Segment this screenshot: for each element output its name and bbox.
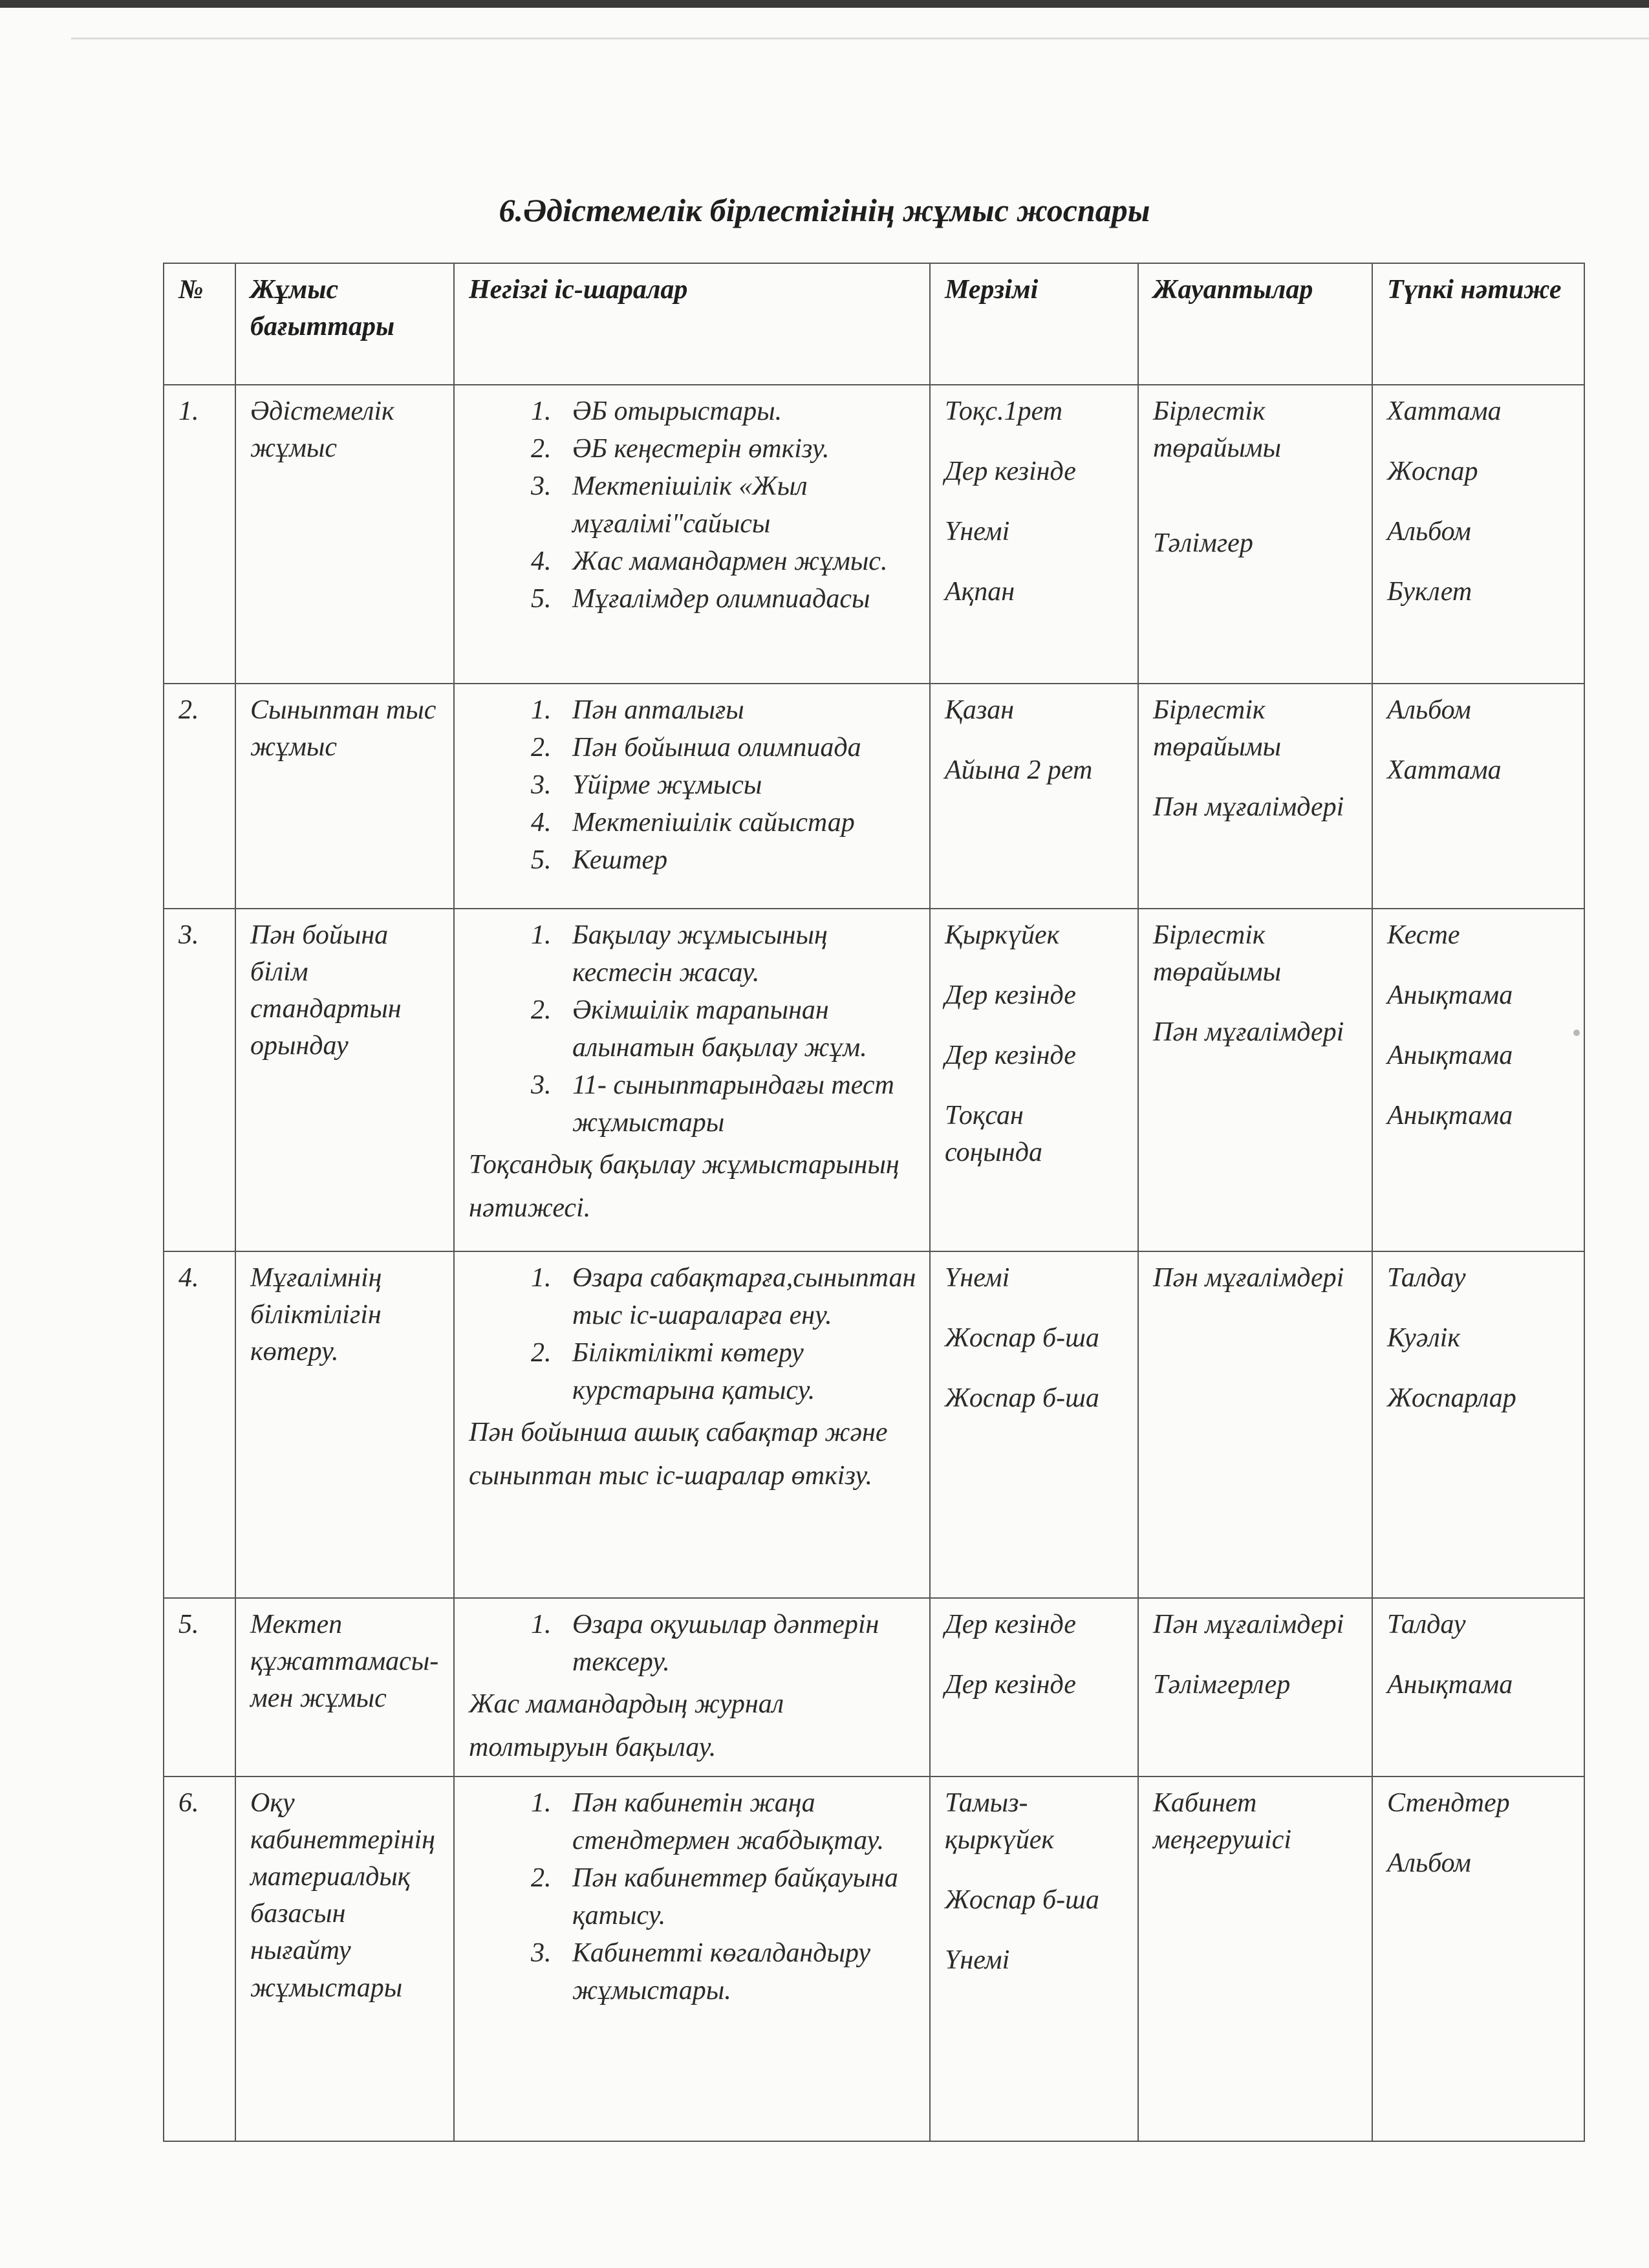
deadline-item: Дер кезінде bbox=[945, 457, 1076, 487]
activity-item: 1. Өзара сабақтарға,сыныптан тыс іс-шараларға ену. bbox=[558, 1260, 919, 1335]
result-item: Анықтама bbox=[1387, 1041, 1513, 1071]
activity-item: 1. Өзара оқушылар дәптерін тексеру. bbox=[558, 1606, 919, 1681]
result-item: Жоспарлар bbox=[1387, 1383, 1516, 1414]
deadline-item: Дер кезінде bbox=[945, 1610, 1076, 1639]
document-title: 6.Әдістемелік бірлестігінің жұмыс жоспары bbox=[499, 192, 1150, 228]
result-item: Стендтер bbox=[1387, 1788, 1510, 1818]
table-header-row bbox=[164, 263, 1584, 385]
deadline-cell bbox=[930, 684, 1138, 909]
scan-line bbox=[71, 38, 1649, 39]
result-item: Куәлік bbox=[1387, 1323, 1460, 1354]
activities-list bbox=[469, 1785, 919, 2010]
header-deadline: Мерзімі bbox=[930, 263, 1138, 385]
result-item: Альбом bbox=[1387, 1848, 1471, 1879]
result-cell bbox=[1372, 684, 1584, 909]
responsible-item: Тәлімгер bbox=[1153, 528, 1253, 559]
activity-item: 3. 11- сыныптарындағы тест жұмыстары bbox=[558, 1067, 919, 1142]
activity-item: 3. Мектепішілік «Жыл мұғалімі"сайысы bbox=[558, 468, 919, 543]
deadline-cell bbox=[930, 1251, 1138, 1598]
deadline-cell bbox=[930, 385, 1138, 684]
activities-cell bbox=[454, 684, 930, 909]
activity-item: 2. Пән кабинеттер байқауына қатысу. bbox=[558, 1860, 919, 1935]
responsible-cell bbox=[1138, 684, 1372, 909]
work-direction: Пән бойына білім стандартын орындау bbox=[235, 909, 454, 1251]
responsible-cell bbox=[1138, 1777, 1372, 2141]
responsible-item: Кабинет меңгерушісі bbox=[1153, 1788, 1292, 1855]
table-row bbox=[164, 1777, 1584, 2141]
responsible-cell bbox=[1138, 385, 1372, 684]
activity-note: Жас мамандардың журнал толтыруын бақылау. bbox=[469, 1689, 784, 1763]
result-item: Анықтама bbox=[1387, 980, 1513, 1011]
activities-cell bbox=[454, 1251, 930, 1598]
activities-list bbox=[469, 1606, 919, 1681]
table-row bbox=[164, 1251, 1584, 1598]
deadline-item: Үнемі bbox=[945, 1945, 1010, 1976]
header-responsible: Жауаптылар bbox=[1138, 263, 1372, 385]
activity-item: 2. Біліктілікті көтеру курстарына қатысу. bbox=[558, 1335, 919, 1410]
result-item: Буклет bbox=[1387, 577, 1472, 607]
activity-item: 1. Пән кабинетін жаңа стендтермен жабдықтау. bbox=[558, 1785, 919, 1860]
result-item: Кесте bbox=[1387, 920, 1460, 950]
activities-cell bbox=[454, 1777, 930, 2141]
work-plan-table bbox=[163, 263, 1585, 2142]
deadline-item: Жоспар б-ша bbox=[945, 1885, 1099, 1916]
header-direction: Жұмыс бағыттары bbox=[235, 263, 454, 385]
header-number: № bbox=[164, 263, 235, 385]
activity-item: 4. Мектепішілік сайыстар bbox=[558, 805, 919, 842]
responsible-item: Бірлестік төрайымы bbox=[1153, 920, 1282, 988]
result-cell bbox=[1372, 1777, 1584, 2141]
responsible-item: Бірлестік төрайымы bbox=[1153, 695, 1282, 762]
activity-item: 1. Пән апталығы bbox=[558, 692, 919, 729]
deadline-cell bbox=[930, 1598, 1138, 1777]
activity-item: 2. Әкімшілік тарапынан алынатын бақылау жұм. bbox=[558, 992, 919, 1067]
deadline-item: Тамыз-қыркүйек bbox=[945, 1788, 1055, 1855]
result-item: Хаттама bbox=[1387, 396, 1502, 426]
activities-list bbox=[469, 692, 919, 880]
activity-item: 3. Үйірме жұмысы bbox=[558, 767, 919, 805]
result-cell bbox=[1372, 1251, 1584, 1598]
activities-cell bbox=[454, 909, 930, 1251]
deadline-item: Жоспар б-ша bbox=[945, 1323, 1099, 1354]
deadline-item: Тоқс.1рет bbox=[945, 396, 1063, 426]
result-cell bbox=[1372, 909, 1584, 1251]
activities-cell bbox=[454, 385, 930, 684]
activity-item: 1. ӘБ отырыстары. bbox=[558, 393, 919, 431]
responsible-item: Бірлестік төрайымы bbox=[1153, 396, 1282, 464]
scan-speck bbox=[1573, 1030, 1580, 1036]
row-number: 6. bbox=[164, 1777, 235, 2141]
activities-list bbox=[469, 917, 919, 1142]
result-item: Анықтама bbox=[1387, 1101, 1513, 1131]
deadline-item: Қазан bbox=[945, 695, 1015, 725]
activity-note: Тоқсандық бақылау жұмыстарының нәтижесі. bbox=[469, 1149, 900, 1223]
responsible-item: Пән мұғалімдері bbox=[1153, 1017, 1344, 1048]
deadline-item: Жоспар б-ша bbox=[945, 1383, 1099, 1414]
result-item: Талдау bbox=[1387, 1610, 1466, 1639]
responsible-item: Пән мұғалімдері bbox=[1153, 1263, 1344, 1293]
activity-note: Пән бойынша ашық сабақтар және сыныптан тыс іс-шаралар өткізу. bbox=[469, 1417, 888, 1491]
work-direction: Мұғалімнің біліктілігін көтеру. bbox=[235, 1251, 454, 1598]
deadline-item: Тоқсан соңында bbox=[945, 1101, 1042, 1168]
work-direction: Сыныптан тыс жұмыс bbox=[235, 684, 454, 909]
deadline-item: Айына 2 рет bbox=[945, 755, 1093, 786]
activity-item: 1. Бақылау жұмысының кестесін жасау. bbox=[558, 917, 919, 992]
table-row bbox=[164, 1598, 1584, 1777]
result-cell bbox=[1372, 1598, 1584, 1777]
deadline-item: Үнемі bbox=[945, 1263, 1010, 1293]
result-item: Альбом bbox=[1387, 695, 1471, 725]
responsible-item: Пән мұғалімдері bbox=[1153, 1610, 1344, 1639]
table-row bbox=[164, 909, 1584, 1251]
responsible-cell bbox=[1138, 909, 1372, 1251]
result-cell bbox=[1372, 385, 1584, 684]
deadline-cell bbox=[930, 909, 1138, 1251]
responsible-item: Пән мұғалімдері bbox=[1153, 792, 1344, 823]
table-row bbox=[164, 385, 1584, 684]
row-number: 3. bbox=[164, 909, 235, 1251]
work-direction: Әдістемелік жұмыс bbox=[235, 385, 454, 684]
result-item: Альбом bbox=[1387, 517, 1471, 547]
result-item: Анықтама bbox=[1387, 1670, 1513, 1700]
responsible-cell bbox=[1138, 1598, 1372, 1777]
activity-item: 4. Жас мамандармен жұмыс. bbox=[558, 543, 919, 581]
deadline-item: Дер кезінде bbox=[945, 1670, 1076, 1700]
deadline-item: Дер кезінде bbox=[945, 980, 1076, 1011]
responsible-item: Тәлімгерлер bbox=[1153, 1670, 1291, 1700]
row-number: 5. bbox=[164, 1598, 235, 1777]
activity-item: 5. Мұғалімдер олимпиадасы bbox=[558, 581, 919, 618]
activity-item: 2. Пән бойынша олимпиада bbox=[558, 729, 919, 767]
activity-item: 3. Кабинетті көгалдандыру жұмыстары. bbox=[558, 1935, 919, 2010]
row-number: 4. bbox=[164, 1251, 235, 1598]
scan-edge-top bbox=[0, 0, 1649, 8]
result-item: Жоспар bbox=[1387, 457, 1478, 487]
header-result: Түпкі нәтиже bbox=[1372, 263, 1584, 385]
activities-list bbox=[469, 1260, 919, 1410]
row-number: 1. bbox=[164, 385, 235, 684]
deadline-item: Ақпан bbox=[945, 577, 1015, 607]
deadline-item: Үнемі bbox=[945, 517, 1010, 547]
row-number: 2. bbox=[164, 684, 235, 909]
work-direction: Мектеп құжаттамасы-мен жұмыс bbox=[235, 1598, 454, 1777]
work-direction: Оқу кабинеттерінің материалдық базасын нығайту жұмыстары bbox=[235, 1777, 454, 2141]
deadline-item: Қыркүйек bbox=[945, 920, 1060, 950]
deadline-item: Дер кезінде bbox=[945, 1041, 1076, 1071]
deadline-cell bbox=[930, 1777, 1138, 2141]
activity-item: 2. ӘБ кеңестерін өткізу. bbox=[558, 431, 919, 468]
header-activities: Негізгі іс-шаралар bbox=[454, 263, 930, 385]
activity-item: 5. Кештер bbox=[558, 842, 919, 880]
result-item: Талдау bbox=[1387, 1263, 1466, 1293]
activities-cell bbox=[454, 1598, 930, 1777]
activities-list bbox=[469, 393, 919, 618]
table-row bbox=[164, 684, 1584, 909]
responsible-cell bbox=[1138, 1251, 1372, 1598]
result-item: Хаттама bbox=[1387, 755, 1502, 786]
